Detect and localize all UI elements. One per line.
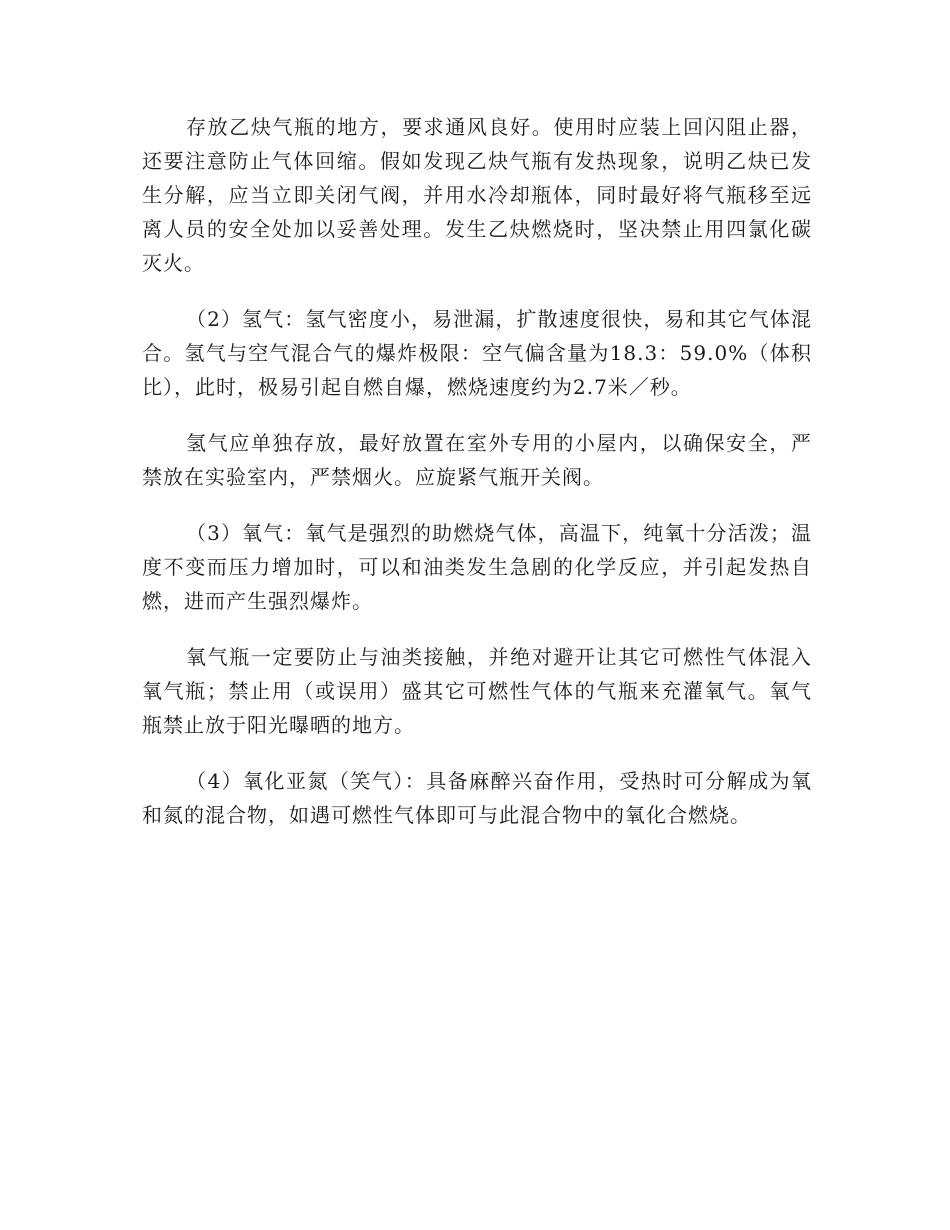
paragraph-acetylene-storage: 存放乙炔气瓶的地方，要求通风良好。使用时应装上回闪阻止器，还要注意防止气体回缩。假如发现乙炔气瓶有发热现象，说明乙炔已发生分解，应当立即关闭气阀，并用水冷却瓶体，同时最好将气瓶移至远离人员的安全处加以妥善处理。发生乙炔燃烧时，坚决禁止用四氯化碳灭火。 <box>142 115 812 275</box>
document-body <box>142 110 812 854</box>
paragraph-hydrogen-storage: 氢气应单独存放，最好放置在室外专用的小屋内，以确保安全，严禁放在实验室内，严禁烟火。应旋紧气瓶开关阀。 <box>142 431 812 489</box>
paragraph-oxygen: （3）氧气：氧气是强烈的助燃烧气体，高温下，纯氧十分活泼；温度不变而压力增加时，可以和油类发生急剧的化学反应，并引起发热自燃，进而产生强烈爆炸。 <box>142 521 812 613</box>
paragraph-nitrous-oxide: （4）氧化亚氮（笑气）：具备麻醉兴奋作用，受热时可分解成为氧和氮的混合物，如遇可燃性气体即可与此混合物中的氧化合燃烧。 <box>142 769 812 827</box>
paragraph-hydrogen: （2）氢气：氢气密度小，易泄漏，扩散速度很快，易和其它气体混合。氢气与空气混合气的爆炸极限：空气偏含量为18.3：59.0%（体积比），此时，极易引起自燃自爆，燃烧速度约为2.7米／秒。 <box>142 307 812 399</box>
paragraph-oxygen-cylinder: 氧气瓶一定要防止与油类接触，并绝对避开让其它可燃性气体混入氧气瓶；禁止用（或误用）盛其它可燃性气体的气瓶来充灌氧气。氧气瓶禁止放于阳光曝晒的地方。 <box>142 645 812 737</box>
